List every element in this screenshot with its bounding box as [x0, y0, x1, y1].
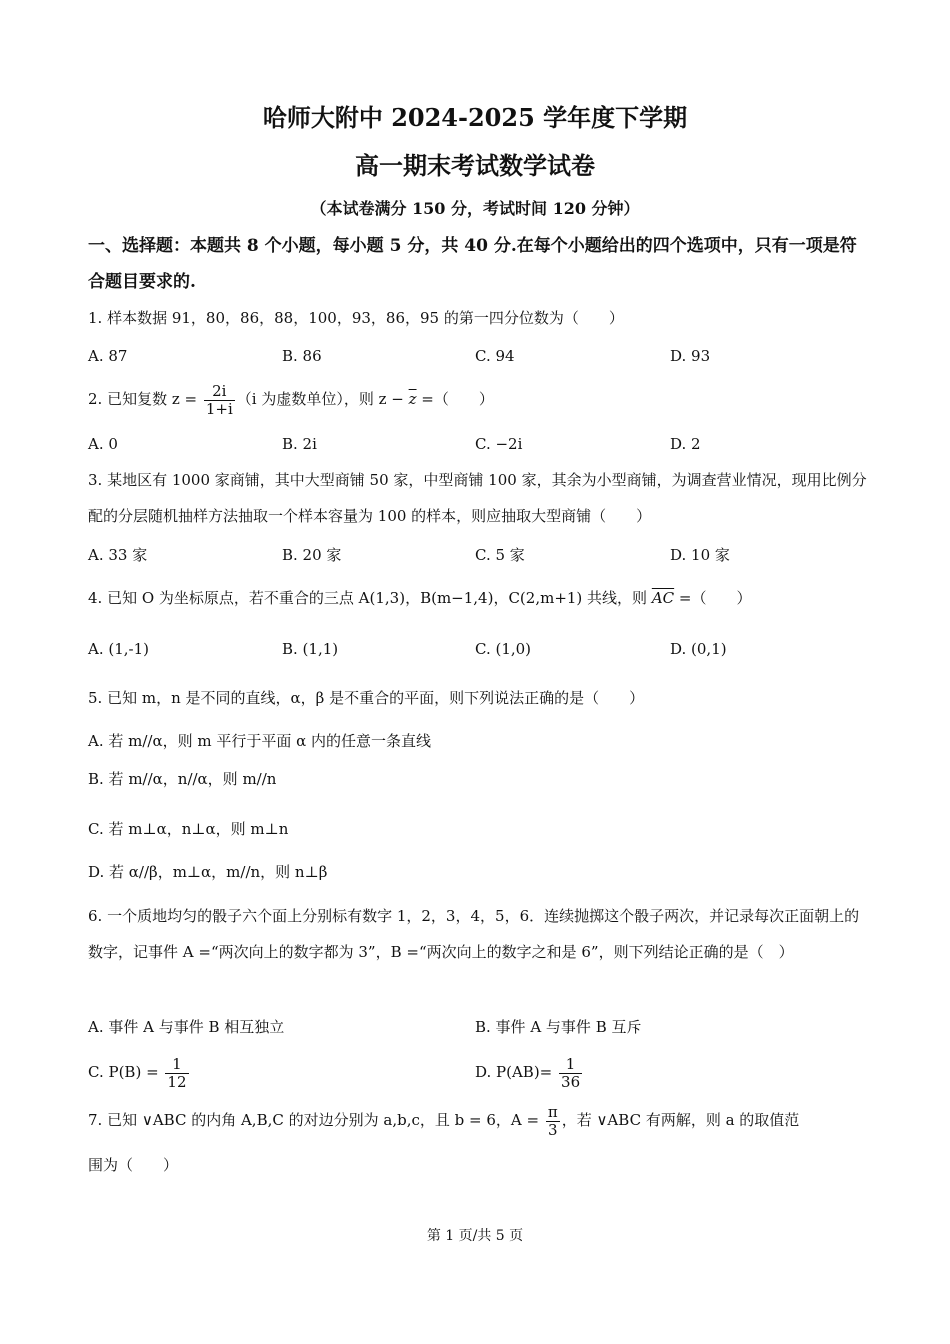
- question-2-option-d: D. 2: [670, 435, 701, 453]
- section1-heading: 一、选择题：本题共 8 个小题，每小题 5 分，共 40 分.在每个小题给出的四个选项中，只有一项是符合题目要求的.: [88, 236, 857, 292]
- question-3-stem: 3. 某地区有 1000 家商铺，其中大型商铺 50 家，中型商铺 100 家，其余为小型商铺，为调查营业情况，现用比例分配的分层随机抽样方法抽取一个样本容量为 100 的样本，则应抽取大型商铺（ ）: [88, 471, 867, 525]
- question-3-option-d: D. 10 家: [670, 546, 730, 564]
- question-2-option-c: C. −2i: [475, 435, 523, 453]
- question-6-option-d-prefix: D. P(AB)=: [475, 1063, 558, 1081]
- question-4-suffix: =（ ）: [674, 589, 752, 607]
- exam-title-line2: 高一期末考试数学试卷: [355, 151, 595, 180]
- question-1-options: [88, 341, 868, 371]
- question-2-prefix: 2. 已知复数 z =: [88, 390, 202, 408]
- question-2-suffix-b: =（ ）: [416, 390, 494, 408]
- question-5-option-a: A. 若 m//α，则 m 平行于平面 α 内的任意一条直线: [88, 732, 432, 750]
- question-7-fraction-numerator: π: [547, 1103, 558, 1121]
- question-1-option-a: A. 87: [88, 347, 128, 365]
- question-6-option-b: B. 事件 A 与事件 B 互斥: [475, 1018, 642, 1036]
- question-2-zbar: $\overline{z}$: [408, 390, 417, 408]
- question-2-suffix-a: （i 为虚数单位），则 z −: [236, 390, 409, 408]
- question-3-option-c: C. 5 家: [475, 546, 525, 564]
- question-6-stem: 6. 一个质地均匀的骰子六个面上分别标有数字 1，2，3，4，5，6．连续抛掷这个骰子两次，并记录每次正面朝上的数字，记事件 A =“两次向上的数字都为 3”，B =“两次向上的数字之和是 6”，则下列结论正确的是（ ）: [88, 907, 860, 961]
- question-2-option-a: A. 0: [88, 435, 118, 453]
- question-5-stem: 5. 已知 m，n 是不同的直线，α，β 是不重合的平面，则下列说法正确的是（ ）: [88, 689, 645, 707]
- question-3-options: [88, 540, 868, 570]
- question-4-option-b: B. (1,1): [282, 640, 339, 658]
- question-7-stem: [88, 1102, 868, 1138]
- question-6-option-c: [88, 1050, 191, 1094]
- question-3-option-a: A. 33 家: [88, 546, 148, 564]
- page-number: 第 1 页/共 5 页: [426, 1228, 524, 1244]
- question-6-option-c-prefix: C. P(B) =: [88, 1063, 164, 1081]
- question-6-options-row1: [88, 1012, 868, 1042]
- question-2-fraction: [204, 383, 235, 417]
- exam-note: （本试卷满分 150 分，考试时间 120 分钟）: [310, 199, 640, 218]
- question-4-option-c: C. (1,0): [475, 640, 532, 658]
- question-7-prefix: 7. 已知 ∨ABC 的内角 A,B,C 的对边分别为 a,b,c，且 b = 6，A =: [88, 1111, 544, 1129]
- question-2-options: [88, 429, 868, 459]
- question-7-fraction: [546, 1104, 560, 1138]
- question-5-option-d: D. 若 α//β，m⊥α，m//n，则 n⊥β: [88, 863, 328, 881]
- question-6-option-d: [475, 1050, 584, 1094]
- question-6-option-c-numerator: 1: [165, 1056, 188, 1074]
- question-4-vector-ac: $\overline{AC}$: [651, 589, 675, 607]
- question-6-option-a: A. 事件 A 与事件 B 相互独立: [88, 1018, 285, 1036]
- question-6-option-c-fraction: [165, 1056, 188, 1090]
- question-2-fraction-denominator: 1+i: [205, 399, 233, 418]
- question-5-option-c: C. 若 m⊥α，n⊥α，则 m⊥n: [88, 820, 289, 838]
- question-1-option-d: D. 93: [670, 347, 711, 365]
- question-4-option-d: D. (0,1): [670, 640, 727, 658]
- question-1-stem: 1. 样本数据 91，80，86，88，100，93，86，95 的第一四分位数为（ ）: [88, 309, 624, 327]
- question-5-option-b: B. 若 m//α，n//α，则 m//n: [88, 770, 277, 788]
- question-2-stem: [88, 381, 868, 417]
- exam-title-line1: 哈师大附中 2024-2025 学年度下学期: [262, 103, 688, 132]
- question-7-fraction-denominator: 3: [547, 1120, 558, 1139]
- question-3-option-b: B. 20 家: [282, 546, 342, 564]
- question-7-stem-line2: 围为（ ）: [88, 1156, 179, 1174]
- question-1-option-c: C. 94: [475, 347, 515, 365]
- question-6-option-d-fraction: [559, 1056, 582, 1090]
- question-4-option-a: A. (1,-1): [88, 640, 149, 658]
- question-2-option-b: B. 2i: [282, 435, 317, 453]
- question-1-option-b: B. 86: [282, 347, 322, 365]
- question-7-suffix: ，若 ∨ABC 有两解，则 a 的取值范: [561, 1111, 800, 1129]
- question-6-option-d-denominator: 36: [561, 1072, 581, 1091]
- question-4-prefix: 4. 已知 O 为坐标原点，若不重合的三点 A(1,3)，B(m−1,4)，C(2,m+1) 共线，则: [88, 589, 652, 607]
- question-2-fraction-numerator: 2i: [204, 383, 235, 401]
- question-4-stem: [88, 580, 868, 616]
- question-4-options: [88, 634, 868, 664]
- question-6-options-row2: [88, 1050, 868, 1094]
- question-6-option-d-numerator: 1: [559, 1056, 582, 1074]
- question-6-option-c-denominator: 12: [167, 1072, 187, 1091]
